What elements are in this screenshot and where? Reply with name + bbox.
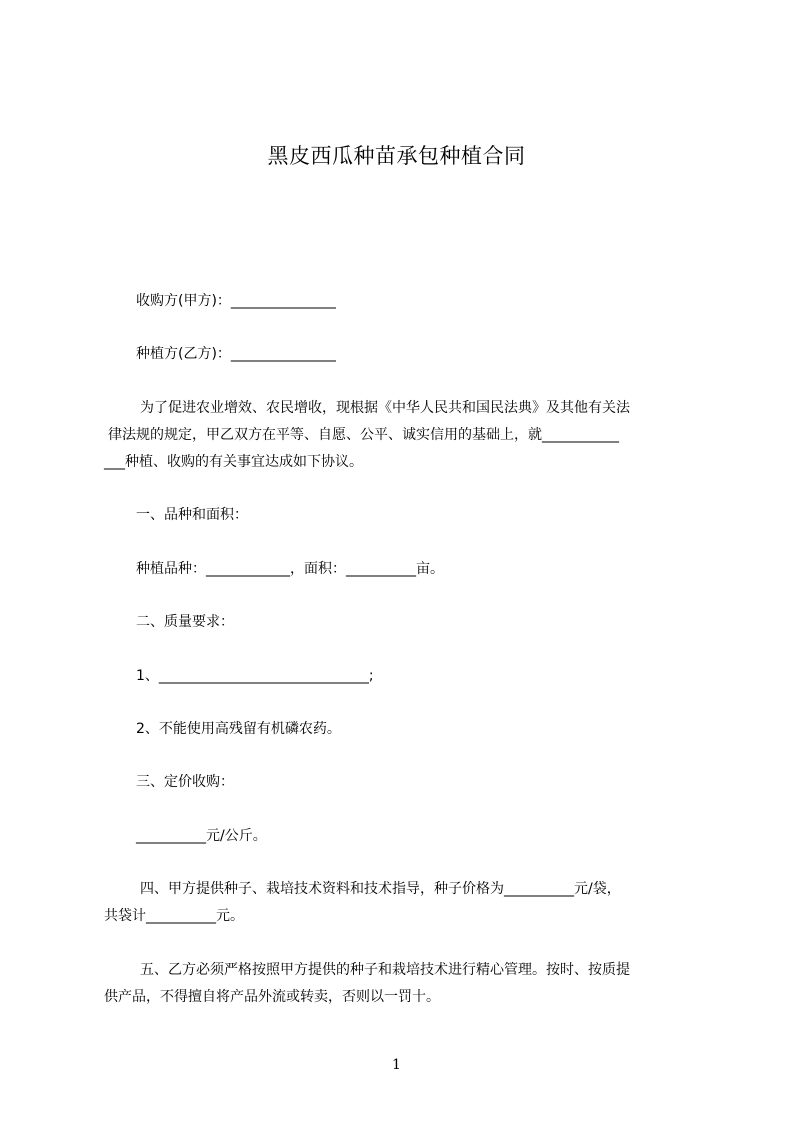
- section-4-line-1: 四、甲方提供种子、栽培技术资料和技术指导，种子价格为__________元/袋，: [140, 881, 621, 897]
- preamble-line-1: 为了促进农业增效、农民增收，现根据《中华人民共和国民法典》及其他有关法: [140, 400, 630, 416]
- grower-party-line: 种植方(乙方)：_______________: [136, 346, 336, 362]
- page-number: 1: [392, 1057, 401, 1073]
- section-4-line-2: 共袋计__________元。: [104, 908, 244, 924]
- section-2-item-2: 2、不能使用高残留有机磷农药。: [136, 721, 341, 737]
- buyer-party-line: 收购方(甲方)：_______________: [136, 293, 336, 309]
- section-1-heading: 一、品种和面积：: [136, 507, 248, 523]
- section-5-line-1: 五、乙方必须严格按照甲方提供的种子和栽培技术进行精心管理。按时、按质提: [140, 962, 630, 978]
- section-5-line-2: 供产品，不得擅自将产品外流或转卖，否则以一罚十。: [104, 989, 440, 1005]
- section-2-item-1: 1、______________________________;: [136, 668, 374, 684]
- section-2-heading: 二、质量要求：: [136, 614, 234, 630]
- section-3-heading: 三、定价收购：: [136, 774, 234, 790]
- contract-title: 黑皮西瓜种苗承包种植合同: [267, 144, 526, 168]
- preamble-line-2: 律法规的规定，甲乙双方在平等、自愿、公平、诚实信用的基础上，就___________: [108, 427, 619, 443]
- preamble-line-3: ___种植、收购的有关事宜达成如下协议。: [104, 454, 363, 470]
- section-1-body: 种植品种：____________，面积：__________亩。: [136, 561, 444, 577]
- section-3-body: __________元/公斤。: [136, 828, 267, 844]
